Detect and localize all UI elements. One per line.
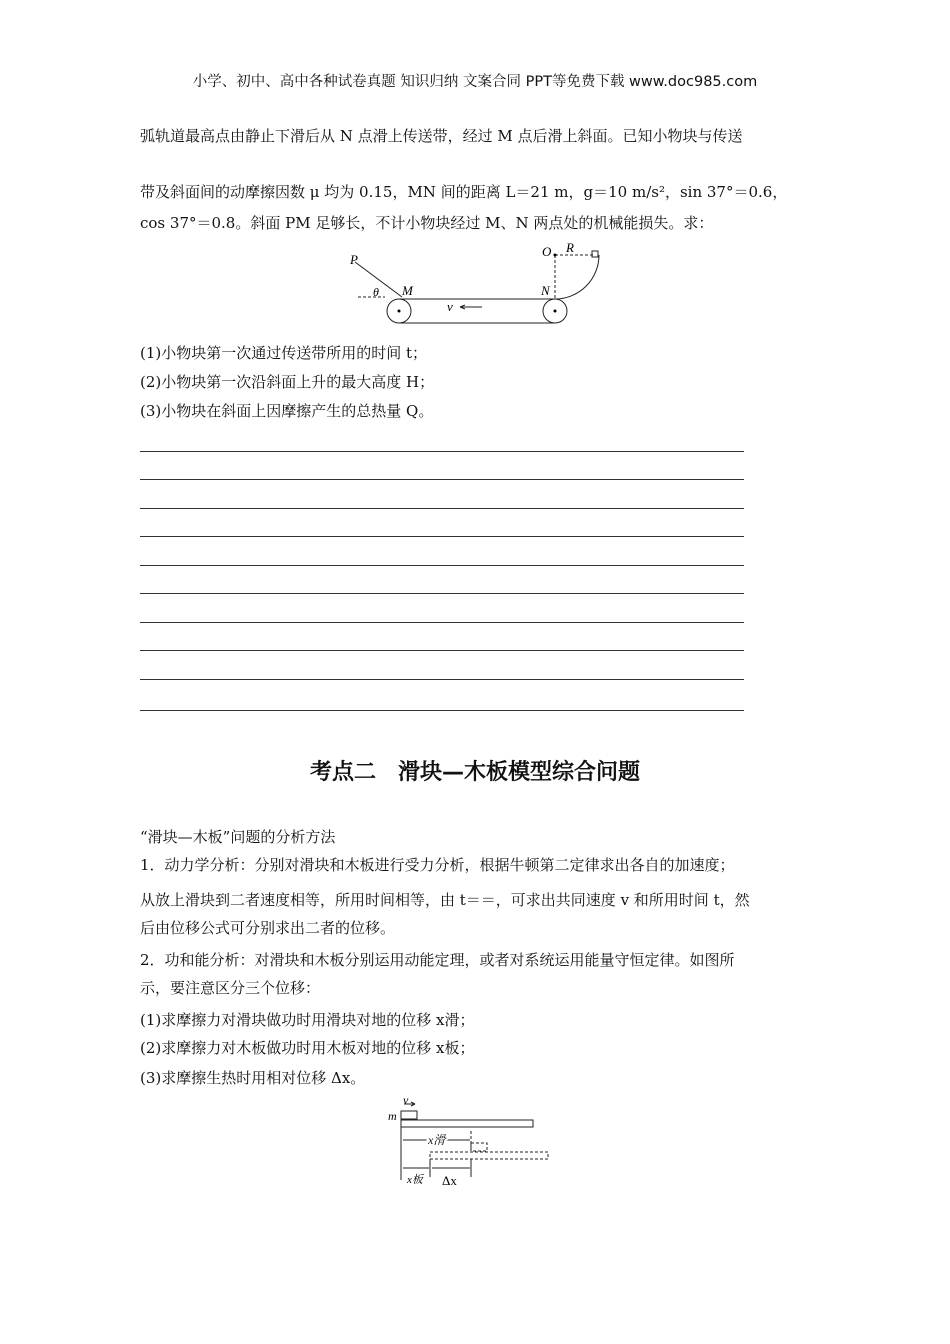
answer-line (140, 565, 744, 566)
answer-line (140, 593, 744, 594)
method-line: (2)求摩擦力对木板做功时用木板对地的位移 x板； (140, 1039, 475, 1057)
label-m: m (388, 1109, 397, 1123)
method-line: (3)求摩擦生热时用相对位移 Δx。 (140, 1069, 366, 1087)
problem-line: cos 37°＝0.8。斜面 PM 足够长，不计小物块经过 M、N 两点处的机械能损失。求： (140, 214, 714, 232)
answer-line (140, 622, 744, 623)
answer-line (140, 679, 744, 680)
label-delta-x: Δx (442, 1173, 457, 1188)
label-theta: θ (373, 285, 379, 299)
problem-line: 弧轨道最高点由静止下滑后从 N 点滑上传送带，经过 M 点后滑上斜面。已知小物块与传送 (140, 127, 743, 145)
question-2: (2)小物块第一次沿斜面上升的最大高度 H； (140, 373, 435, 391)
question-3: (3)小物块在斜面上因摩擦产生的总热量 Q。 (140, 402, 434, 420)
slider-board-figure (370, 1095, 550, 1190)
answer-line (140, 710, 744, 711)
answer-line (140, 536, 744, 537)
method-line: “滑块—木板”问题的分析方法 (140, 828, 336, 846)
method-line: (1)求摩擦力对滑块做功时用滑块对地的位移 x滑； (140, 1011, 475, 1029)
answer-line (140, 451, 744, 452)
page-header: 小学、初中、高中各种试卷真题 知识归纳 文案合同 PPT等免费下载 www.doc985.com (192, 74, 758, 90)
label-N: N (541, 283, 550, 298)
method-line: 2．功和能分析：对滑块和木板分别运用动能定理，或者对系统运用能量守恒定律。如图所 (140, 951, 735, 969)
method-line: 1．动力学分析：分别对滑块和木板进行受力分析，根据牛顿第二定律求出各自的加速度； (140, 856, 735, 874)
section-title: 考点二 滑块—木板模型综合问题 (309, 760, 640, 785)
label-x-board: x板 (407, 1174, 423, 1186)
label-P: P (350, 252, 358, 267)
label-v: v (447, 299, 453, 314)
answer-line (140, 650, 744, 651)
label-R: R (566, 240, 574, 255)
answer-line (140, 479, 744, 480)
method-line: 后由位移公式可分别求出二者的位移。 (140, 919, 396, 937)
label-O: O (542, 244, 552, 259)
method-line: 示，要注意区分三个位移： (140, 979, 321, 997)
problem-line: 带及斜面间的动摩擦因数 μ 均为 0.15，MN 间的距离 L＝21 m，g＝10 m/s²，sin 37°＝0.6， (140, 183, 788, 201)
conveyor-belt-figure (340, 240, 610, 330)
label-x-slide: x滑 (428, 1133, 446, 1147)
method-line: 从放上滑块到二者速度相等，所用时间相等，由 t＝＝，可求出共同速度 v 和所用时间 t，然 (140, 891, 750, 909)
question-1: (1)小物块第一次通过传送带所用的时间 t； (140, 344, 428, 362)
answer-line (140, 508, 744, 509)
label-v: v (403, 1095, 409, 1107)
label-M: M (402, 283, 413, 298)
